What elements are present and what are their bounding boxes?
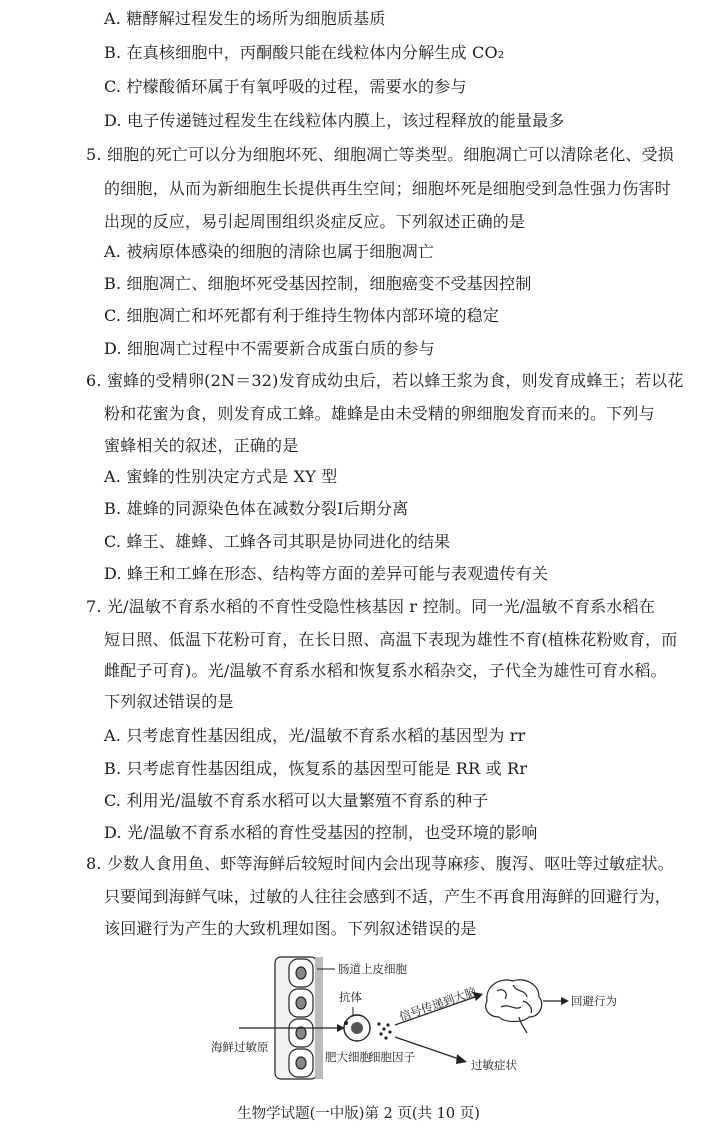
label-allergen: 海鲜过敏原 (211, 1040, 269, 1054)
q5-stem-line-3: 出现的反应，易引起周围组织炎症反应。下列叙述正确的是 (104, 212, 526, 231)
q5-option-a: A. 被病原体感染的细胞的清除也属于细胞凋亡 (104, 242, 435, 261)
q7-option-b: B. 只考虑育性基因组成，恢复系的基因型可能是 RR 或 Rr (104, 759, 528, 778)
q5-stem-line-2: 的细胞，从而为新细胞生长提供再生空间；细胞坏死是细胞受到急性强力伤害时 (104, 179, 672, 198)
page-footer: 生物学试题(一中版)第 2 页(共 10 页) (237, 1106, 480, 1122)
q8-stem-line-3: 该回避行为产生的大致机理如图。下列叙述错误的是 (104, 919, 477, 938)
label-avoidance: 回避行为 (571, 994, 617, 1008)
q7-stem-line-1: 7. 光/温敏不育系水稻的不育性受隐性核基因 r 控制。同一光/温敏不育系水稻在 (86, 597, 655, 616)
label-mast-cell: 肥大细胞 (325, 1050, 371, 1064)
q7-option-d: D. 光/温敏不育系水稻的育性受基因的控制，也受环境的影响 (104, 823, 538, 842)
q6-stem-line-2: 粉和花蜜为食，则发育成工蜂。雄蜂是由未受精的卵细胞发育而来的。下列与 (104, 404, 655, 423)
cytokine-dots (377, 1022, 391, 1039)
mast-cell (344, 1015, 370, 1041)
q6-option-d: D. 蜂王和工蜂在形态、结构等方面的差异可能与表观遗传有关 (104, 564, 549, 583)
q8-stem-line-1: 8. 少数人食用鱼、虾等海鲜后较短时间内会出现荨麻疹、腹泻、呕吐等过敏症状。 (86, 854, 674, 873)
q6-option-c: C. 蜂王、雄蜂、工蜂各司其职是协同进化的结果 (104, 532, 451, 551)
q4-option-d: D. 电子传递链过程发生在线粒体内膜上，该过程释放的能量最多 (104, 111, 565, 130)
q7-option-a: A. 只考虑育性基因组成，光/温敏不育系水稻的基因型为 rr (104, 726, 526, 745)
q6-option-a: A. 蜜蜂的性别决定方式是 XY 型 (104, 467, 338, 486)
label-antibody: 抗体 (339, 990, 362, 1004)
label-epithelium: 肠道上皮细胞 (338, 962, 407, 976)
q6-stem-line-1: 6. 蜜蜂的受精卵(2N＝32)发育成幼虫后，若以蜂王浆为食，则发育成蜂王；若以花 (86, 371, 684, 390)
brain-icon (486, 980, 542, 1033)
label-symptom: 过敏症状 (471, 1058, 517, 1072)
label-cytokine: 细胞因子 (369, 1050, 415, 1064)
q7-option-c: C. 利用光/温敏不育系水稻可以大量繁殖不育系的种子 (104, 791, 489, 810)
allergy-mechanism-figure (205, 955, 625, 1085)
q5-option-c: C. 细胞凋亡和坏死都有利于维持生物体内部环境的稳定 (104, 306, 500, 325)
q7-stem-line-4: 下列叙述错误的是 (104, 692, 234, 711)
intestinal-epithelium (275, 957, 323, 1079)
q4-option-a: A. 糖酵解过程发生的场所为细胞质基质 (104, 9, 386, 28)
q6-option-b: B. 雄蜂的同源染色体在减数分裂Ⅰ后期分离 (104, 499, 409, 518)
q5-option-d: D. 细胞凋亡过程中不需要新合成蛋白质的参与 (104, 339, 435, 358)
q5-stem-line-1: 5. 细胞的死亡可以分为细胞坏死、细胞凋亡等类型。细胞凋亡可以清除老化、受损 (86, 145, 674, 164)
q4-option-b: B. 在真核细胞中，丙酮酸只能在线粒体内分解生成 CO₂ (104, 43, 505, 62)
q5-option-b: B. 细胞凋亡、细胞坏死受基因控制，细胞癌变不受基因控制 (104, 274, 532, 293)
q4-option-c: C. 柠檬酸循环属于有氧呼吸的过程，需要水的参与 (104, 77, 467, 96)
q7-stem-line-3: 雌配子可育)。光/温敏不育系水稻和恢复系水稻杂交，子代全为雄性可育水稻。 (104, 661, 667, 680)
q8-stem-line-2: 只要闻到海鲜气味，过敏的人往往会感到不适，产生不再食用海鲜的回避行为， (104, 887, 672, 906)
label-signal: 信号传递到大脑 (397, 984, 479, 1024)
q6-stem-line-3: 蜜蜂相关的叙述，正确的是 (104, 436, 299, 455)
q7-stem-line-2: 短日照、低温下花粉可育，在长日照、高温下表现为雄性不育(植株花粉败育，而 (104, 630, 678, 649)
